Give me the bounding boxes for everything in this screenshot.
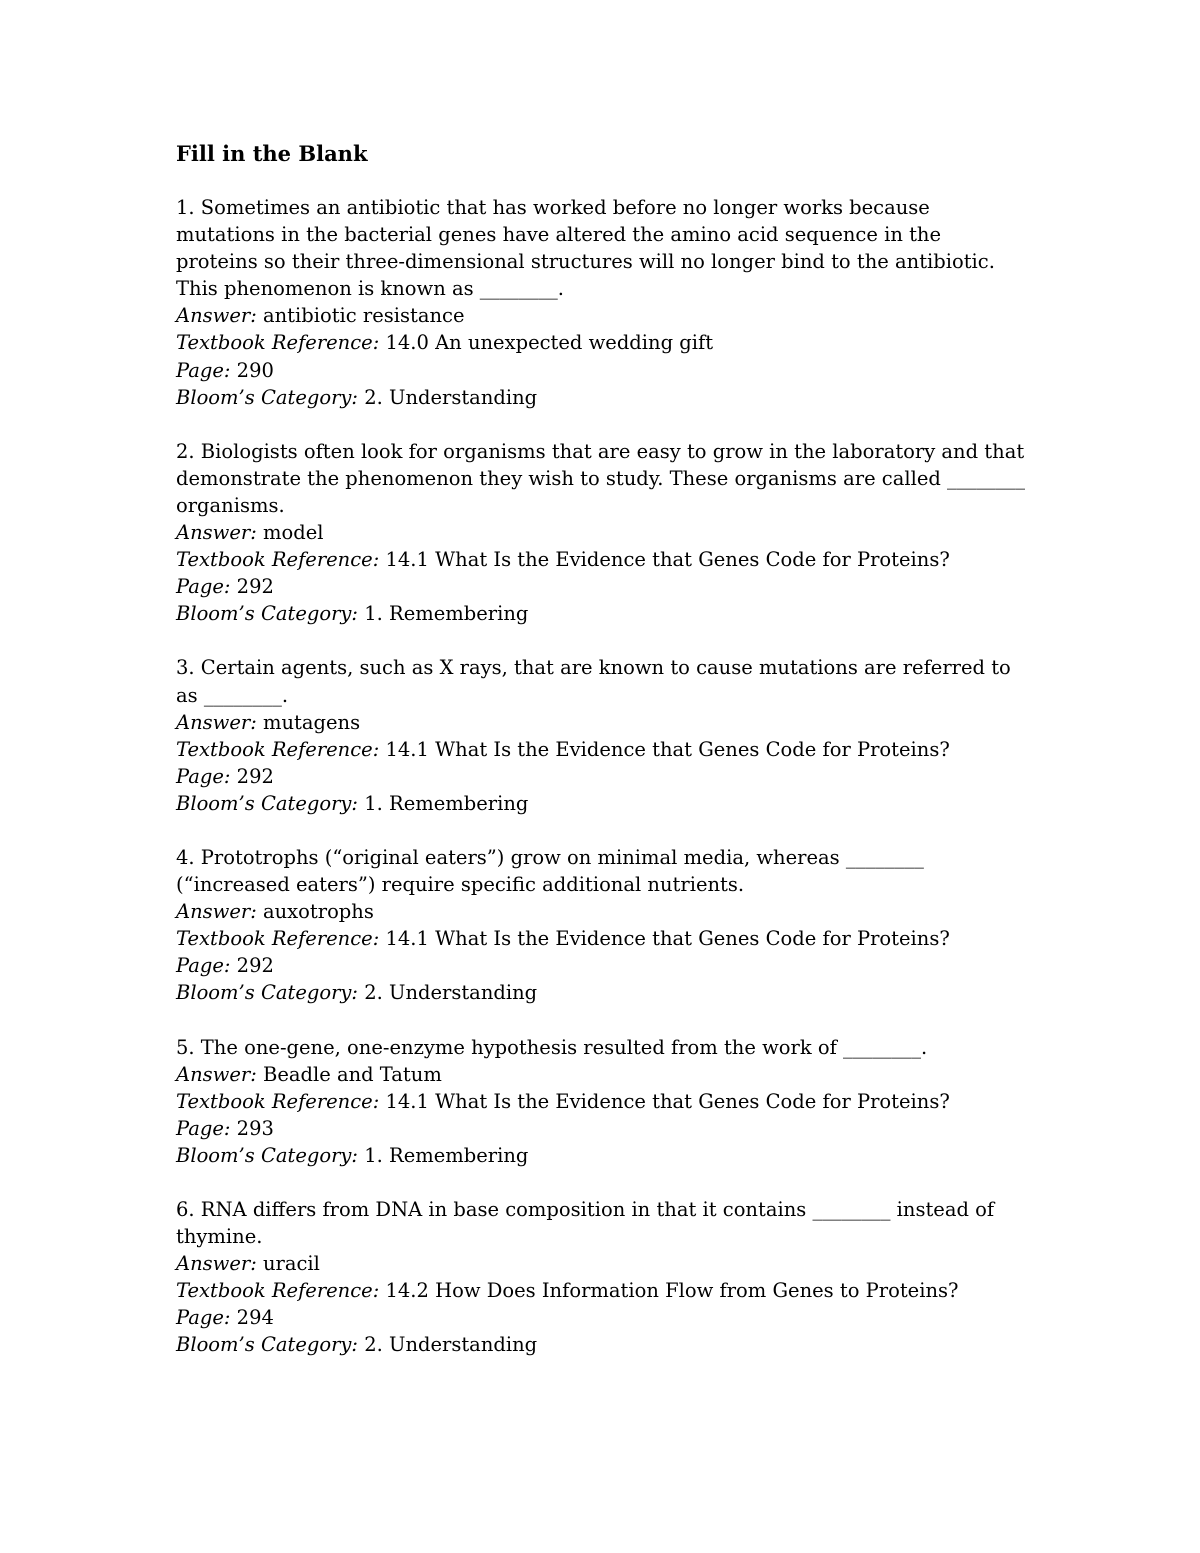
question-4 — [176, 844, 1026, 1007]
question-text: 4. Prototrophs (“original eaters”) grow on minimal media, whereas ________ (“increased eaters”) require specific additional nutrients. — [176, 845, 924, 897]
bloom-line — [176, 600, 1026, 627]
bloom-value: 2. Understanding — [364, 385, 538, 409]
bloom-label: Bloom’s Category: — [176, 385, 358, 409]
answer-label: Answer: — [176, 710, 257, 734]
reference-value: 14.0 An unexpected wedding gift — [385, 331, 714, 355]
answer-line — [176, 302, 1026, 329]
reference-line — [176, 736, 1026, 763]
bloom-value: 1. Remembering — [364, 791, 529, 815]
page-line — [176, 952, 1026, 979]
answer-label: Answer: — [176, 1062, 257, 1086]
bloom-line — [176, 790, 1026, 817]
page-label: Page: — [176, 1116, 231, 1140]
page-line — [176, 1115, 1026, 1142]
page-line — [176, 357, 1026, 384]
page-value: 292 — [236, 764, 274, 788]
bloom-line — [176, 1331, 1026, 1358]
page-label: Page: — [176, 1306, 231, 1330]
reference-label: Textbook Reference: — [176, 927, 380, 951]
bloom-label: Bloom’s Category: — [176, 602, 358, 626]
page-line — [176, 763, 1026, 790]
page-label: Page: — [176, 575, 231, 599]
answer-line — [176, 1250, 1026, 1277]
page-line — [176, 1304, 1026, 1331]
answer-label: Answer: — [176, 900, 257, 924]
document-page — [176, 140, 1026, 1386]
page-value: 292 — [236, 575, 274, 599]
bloom-label: Bloom’s Category: — [176, 791, 358, 815]
reference-value: 14.1 What Is the Evidence that Genes Code for Proteins? — [385, 737, 950, 761]
bloom-label: Bloom’s Category: — [176, 1333, 358, 1357]
answer-label: Answer: — [176, 521, 257, 545]
answer-value: antibiotic resistance — [262, 304, 465, 328]
answer-value: Beadle and Tatum — [262, 1062, 442, 1086]
reference-value: 14.1 What Is the Evidence that Genes Code for Proteins? — [385, 548, 950, 572]
page-value: 292 — [236, 954, 274, 978]
bloom-value: 1. Remembering — [364, 1143, 529, 1167]
reference-line — [176, 546, 1026, 573]
answer-line — [176, 1061, 1026, 1088]
reference-line — [176, 1088, 1026, 1115]
question-text: 5. The one-gene, one-enzyme hypothesis resulted from the work of ________. — [176, 1035, 928, 1059]
answer-label: Answer: — [176, 1252, 257, 1276]
answer-value: uracil — [262, 1252, 320, 1276]
reference-line — [176, 329, 1026, 356]
answer-line — [176, 709, 1026, 736]
answer-value: auxotrophs — [262, 900, 374, 924]
bloom-line — [176, 979, 1026, 1006]
bloom-label: Bloom’s Category: — [176, 1143, 358, 1167]
reference-value: 14.1 What Is the Evidence that Genes Code for Proteins? — [385, 927, 950, 951]
page-label: Page: — [176, 358, 231, 382]
reference-line — [176, 925, 1026, 952]
page-value: 294 — [236, 1306, 274, 1330]
reference-line — [176, 1277, 1026, 1304]
question-2 — [176, 438, 1026, 628]
bloom-line — [176, 384, 1026, 411]
page-value: 290 — [236, 358, 274, 382]
answer-line — [176, 519, 1026, 546]
question-3 — [176, 654, 1026, 817]
page-label: Page: — [176, 954, 231, 978]
answer-label: Answer: — [176, 304, 257, 328]
answer-line — [176, 898, 1026, 925]
reference-label: Textbook Reference: — [176, 1279, 380, 1303]
bloom-line — [176, 1142, 1026, 1169]
question-5 — [176, 1034, 1026, 1169]
question-1 — [176, 194, 1026, 411]
page-line — [176, 573, 1026, 600]
reference-label: Textbook Reference: — [176, 548, 380, 572]
question-text: 1. Sometimes an antibiotic that has worked before no longer works because mutations in the bacterial genes have altered the amino acid sequence in the proteins so their three-dimensional structures will no longer bind to the antibiotic. This phenomenon is known as ________. — [176, 196, 995, 301]
question-text: 3. Certain agents, such as X rays, that are known to cause mutations are referred to as ________. — [176, 656, 1011, 707]
page-title: Fill in the Blank — [176, 141, 368, 166]
reference-value: 14.2 How Does Information Flow from Genes to Proteins? — [385, 1279, 959, 1303]
bloom-value: 2. Understanding — [364, 1333, 538, 1357]
reference-value: 14.1 What Is the Evidence that Genes Code for Proteins? — [385, 1089, 950, 1113]
reference-label: Textbook Reference: — [176, 737, 380, 761]
question-text: 2. Biologists often look for organisms that are easy to grow in the laboratory and that demonstrate the phenomenon they wish to study. These organisms are called ________ organisms. — [176, 439, 1026, 517]
answer-value: mutagens — [262, 710, 361, 734]
question-6 — [176, 1196, 1026, 1359]
bloom-value: 2. Understanding — [364, 981, 538, 1005]
page-value: 293 — [236, 1116, 274, 1140]
page-label: Page: — [176, 764, 231, 788]
bloom-label: Bloom’s Category: — [176, 981, 358, 1005]
question-text: 6. RNA differs from DNA in base composition in that it contains ________ instead of thymine. — [176, 1198, 995, 1249]
bloom-value: 1. Remembering — [364, 602, 529, 626]
answer-value: model — [262, 521, 324, 545]
reference-label: Textbook Reference: — [176, 1089, 380, 1113]
reference-label: Textbook Reference: — [176, 331, 380, 355]
